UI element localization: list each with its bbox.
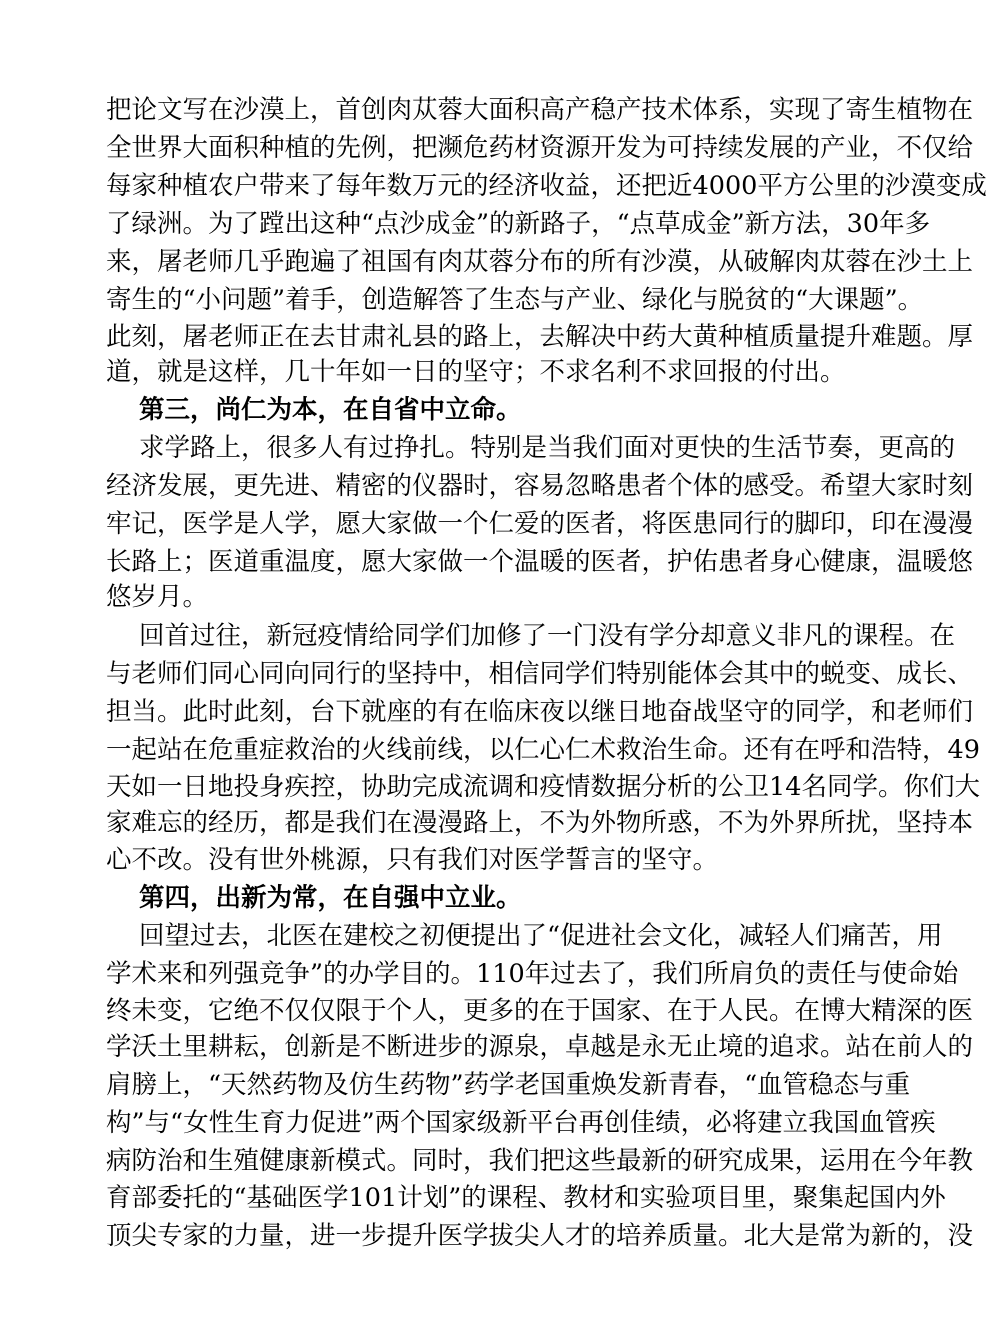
text-line: 悠岁月。 bbox=[106, 582, 209, 612]
text-line: 寄生的“小问题”着手，创造解答了生态与产业、绿化与脱贫的“大课题”。 bbox=[106, 285, 924, 315]
text-line: 肩膀上，“天然药物及仿生药物”药学老国重焕发新青春，“血管稳态与重 bbox=[106, 1070, 911, 1100]
text-line: 此刻，屠老师正在去甘肃礼县的路上，去解决中药大黄种植质量提升难题。厚 bbox=[106, 322, 974, 352]
section-heading: 第四，出新为常，在自强中立业。 bbox=[139, 883, 522, 913]
text-line: 来，屠老师几乎跑遍了祖国有肉苁蓉分布的所有沙漠，从破解肉苁蓉在沙土上 bbox=[106, 247, 974, 277]
text-line: 牢记，医学是人学，愿大家做一个仁爱的医者，将医患同行的脚印，印在漫漫 bbox=[106, 509, 974, 539]
text-line: 育部委托的“基础医学101计划”的课程、教材和实验项目里，聚集起国内外 bbox=[106, 1183, 946, 1213]
text-line: 天如一日地投身疾控，协助完成流调和疫情数据分析的公卫14名同学。你们大 bbox=[106, 772, 980, 802]
section-heading: 第三，尚仁为本，在自省中立命。 bbox=[139, 395, 522, 425]
text-line: 一起站在危重症救治的火线前线，以仁心仁术救治生命。还有在呼和浩特，49 bbox=[106, 735, 980, 765]
text-line: 学沃土里耕耘，创新是不断进步的源泉，卓越是永无止境的追求。站在前人的 bbox=[106, 1032, 974, 1062]
text-line: 终未变，它绝不仅仅限于个人，更多的在于国家、在于人民。在博大精深的医 bbox=[106, 996, 974, 1026]
text-line: 经济发展，更先进、精密的仪器时，容易忽略患者个体的感受。希望大家时刻 bbox=[106, 471, 974, 501]
text-line: 全世界大面积种植的先例，把濒危药材资源开发为可持续发展的产业，不仅给 bbox=[106, 133, 974, 163]
text-line: 心不改。没有世外桃源，只有我们对医学誓言的坚守。 bbox=[106, 845, 719, 875]
text-line: 顶尖专家的力量，进一步提升医学拔尖人才的培养质量。北大是常为新的，没 bbox=[106, 1221, 974, 1251]
text-line: 病防治和生殖健康新模式。同时，我们把这些最新的研究成果，运用在今年教 bbox=[106, 1146, 974, 1176]
text-line: 长路上；医道重温度，愿大家做一个温暖的医者，护佑患者身心健康，温暖悠 bbox=[106, 547, 974, 577]
text-line: 家难忘的经历，都是我们在漫漫路上，不为外物所惑，不为外界所扰，坚持本 bbox=[106, 808, 974, 838]
text-line: 每家种植农户带来了每年数万元的经济收益，还把近4000平方公里的沙漠变成 bbox=[106, 171, 987, 201]
text-line: 求学路上，很多人有过挣扎。特别是当我们面对更快的生活节奏，更高的 bbox=[139, 433, 956, 463]
text-line: 道，就是这样，几十年如一日的坚守；不求名利不求回报的付出。 bbox=[106, 357, 846, 387]
text-line: 学术来和列强竞争”的办学目的。110年过去了，我们所肩负的责任与使命始 bbox=[106, 959, 959, 989]
text-line: 把论文写在沙漠上，首创肉苁蓉大面积高产稳产技术体系，实现了寄生植物在 bbox=[106, 95, 974, 125]
text-line: 了绿洲。为了蹚出这种“点沙成金”的新路子，“点草成金”新方法，30年多 bbox=[106, 209, 931, 239]
text-line: 与老师们同心同向同行的坚持中，相信同学们特别能体会其中的蜕变、成长、 bbox=[106, 659, 974, 689]
text-line: 回首过往，新冠疫情给同学们加修了一门没有学分却意义非凡的课程。在 bbox=[139, 621, 956, 651]
text-line: 回望过去，北医在建校之初便提出了“促进社会文化，减轻人们痛苦，用 bbox=[139, 921, 943, 951]
text-line: 构”与“女性生育力促进”两个国家级新平台再创佳绩，必将建立我国血管疾 bbox=[106, 1108, 936, 1138]
text-line: 担当。此时此刻，台下就座的有在临床夜以继日地奋战坚守的同学，和老师们 bbox=[106, 697, 974, 727]
